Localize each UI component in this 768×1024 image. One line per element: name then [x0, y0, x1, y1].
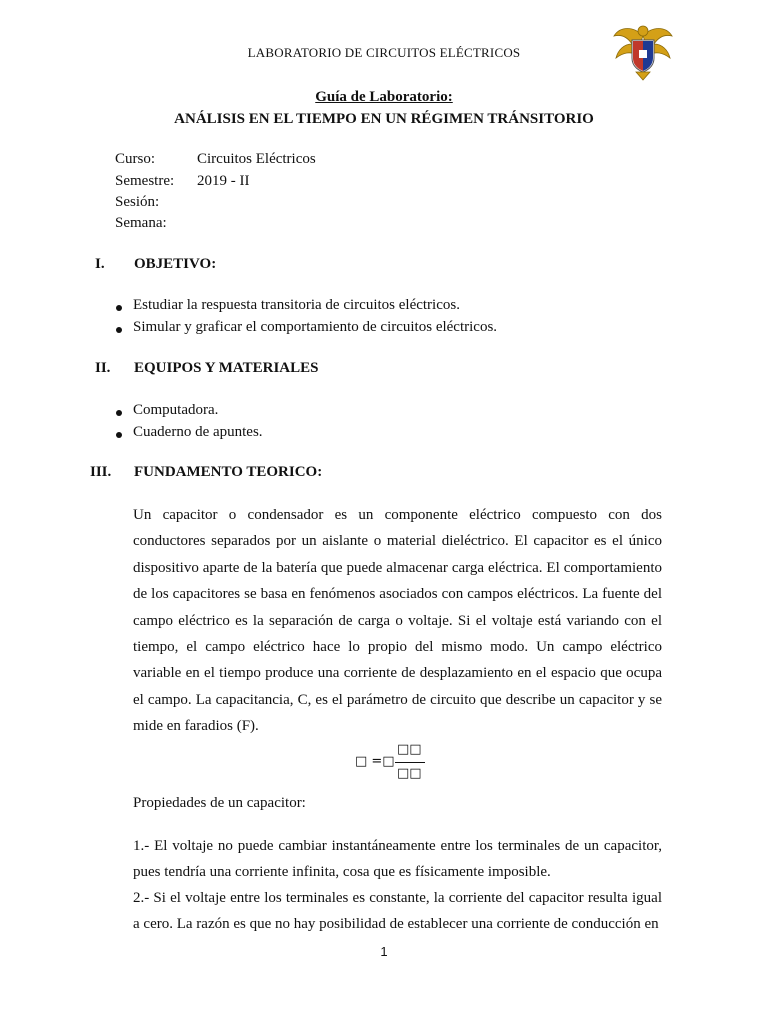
page-number: 1	[380, 944, 388, 959]
course-label: Curso:	[115, 151, 156, 167]
bullet-icon	[116, 305, 122, 311]
capacitance-formula	[355, 742, 435, 782]
semester-label: Semestre:	[115, 173, 175, 189]
properties-heading: Propiedades de un capacitor:	[133, 795, 306, 811]
fraction-bar	[395, 762, 425, 763]
section-title-objetivo: OBJETIVO:	[134, 256, 217, 272]
bullet-icon	[116, 327, 122, 333]
section-number: I.	[95, 256, 105, 272]
section-title-fundamento: FUNDAMENTO TEORICO:	[134, 464, 323, 480]
document-title: ANÁLISIS EN EL TIEMPO EN UN RÉGIMEN TRÁNSITORIO	[174, 111, 594, 127]
property-1: 1.- El voltaje no puede cambiar instantáneamente entre los terminales de un capacitor, pues tendría una corriente infinita, cosa que es físicamente imposible.	[133, 838, 662, 881]
section-title-equipos: EQUIPOS Y MATERIALES	[134, 360, 319, 376]
property-2: 2.- Si el voltaje entre los terminales es constante, la corriente del capacitor resulta igual a cero. La razón es que no hay posibilidad de establecer una corriente de conducción en	[133, 890, 662, 933]
bullet-icon	[116, 410, 122, 416]
formula-denominator: □□	[397, 766, 422, 781]
bullet-icon	[116, 432, 122, 438]
semester-value: 2019 - II	[197, 173, 250, 189]
header-title: LABORATORIO DE CIRCUITOS ELÉCTRICOS	[247, 45, 521, 60]
theory-paragraph: Un capacitor o condensador es un componente eléctrico compuesto con dos conductores separados por un aislante o material dieléctrico. El capacitor es el único dispositivo aparte de la batería que puede almacenar carga eléctrica. El comportamiento de los capacitores se basa en fenómenos asociados con campos eléctricos. La fuente del campo eléctrico es la separación de carga o voltaje. Si el voltaje está variando con el tiempo, el campo eléctrico hace lo propio del mismo modo. Un campo eléctrico variable en el tiempo produce una corriente de desplazamiento en el espacio que ocupa el campo. La capacitancia, C, es el parámetro de circuito que describe un capacitor y se mide en faradios (F).	[133, 507, 662, 735]
university-eagle-crest-logo	[612, 22, 674, 82]
materials-item: Cuaderno de apuntes.	[133, 424, 263, 440]
section-number: III.	[90, 464, 112, 480]
week-label: Semana:	[115, 215, 167, 231]
course-value: Circuitos Eléctricos	[197, 151, 316, 167]
formula-lhs: □ =□	[355, 754, 395, 769]
section-number: II.	[95, 360, 111, 376]
objective-item: Simular y graficar el comportamiento de circuitos eléctricos.	[133, 319, 498, 335]
guide-label: Guía de Laboratorio:	[315, 89, 453, 105]
materials-item: Computadora.	[133, 402, 219, 418]
formula-numerator: □□	[397, 742, 422, 757]
session-label: Sesión:	[115, 194, 160, 210]
objective-item: Estudiar la respuesta transitoria de circuitos eléctricos.	[133, 297, 460, 313]
